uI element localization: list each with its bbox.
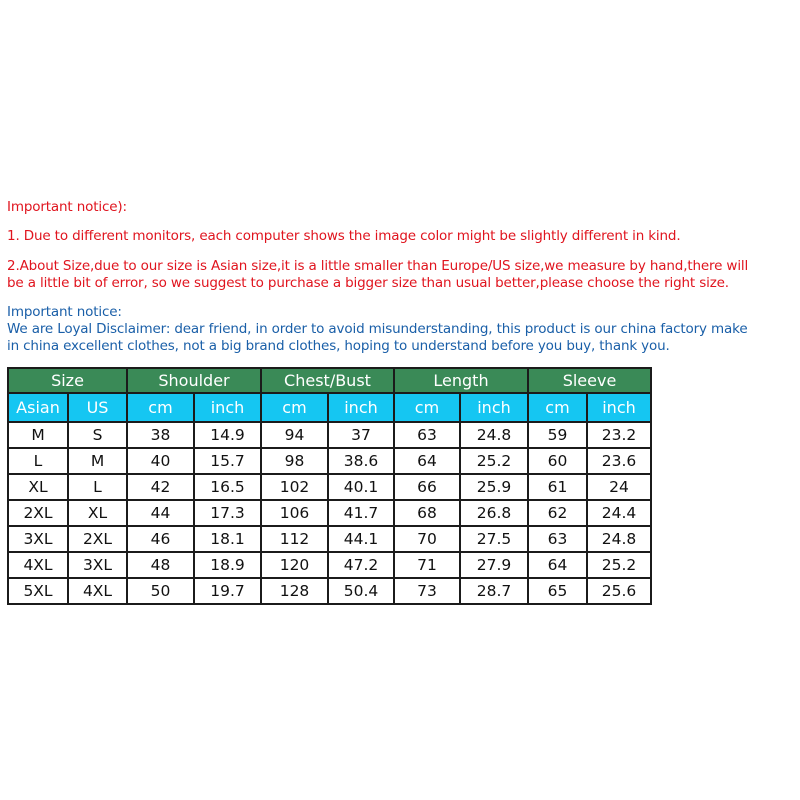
size-chart-table [7,367,652,605]
notice-item-2-line-1: 2.About Size,due to our size is Asian size,it is a little smaller than Europe/US size,we measure by hand,there will [7,258,749,274]
unit-header-shoulder-cm: cm [127,393,194,422]
cell-chest-cm: 112 [261,526,328,552]
cell-length-inch: 25.9 [460,474,528,500]
cell-length-inch: 26.8 [460,500,528,526]
table-row [8,448,651,474]
cell-chest-cm: 94 [261,422,328,448]
cell-chest-inch: 40.1 [328,474,394,500]
cell-shoulder-cm: 50 [127,578,194,604]
cell-us-size: 3XL [68,552,127,578]
cell-shoulder-inch: 18.9 [194,552,261,578]
cell-us-size: XL [68,500,127,526]
cell-chest-inch: 38.6 [328,448,394,474]
cell-shoulder-cm: 44 [127,500,194,526]
cell-shoulder-cm: 38 [127,422,194,448]
cell-chest-inch: 44.1 [328,526,394,552]
cell-length-cm: 73 [394,578,460,604]
cell-chest-inch: 37 [328,422,394,448]
cell-us-size: S [68,422,127,448]
unit-header-chest-cm: cm [261,393,328,422]
unit-header-us: US [68,393,127,422]
cell-asian-size: 3XL [8,526,68,552]
cell-chest-cm: 106 [261,500,328,526]
cell-asian-size: 4XL [8,552,68,578]
group-header-length: Length [394,368,528,393]
cell-shoulder-inch: 16.5 [194,474,261,500]
table-row [8,526,651,552]
disclaimer-title: Important notice: [7,304,122,320]
notice-item-2 [7,258,748,292]
cell-shoulder-cm: 46 [127,526,194,552]
cell-length-inch: 27.9 [460,552,528,578]
group-header-chest-bust: Chest/Bust [261,368,394,393]
cell-length-inch: 28.7 [460,578,528,604]
cell-shoulder-inch: 15.7 [194,448,261,474]
table-row [8,422,651,448]
cell-length-cm: 63 [394,422,460,448]
cell-asian-size: XL [8,474,68,500]
cell-sleeve-inch: 24.4 [587,500,651,526]
cell-length-cm: 71 [394,552,460,578]
cell-shoulder-cm: 40 [127,448,194,474]
cell-sleeve-inch: 24 [587,474,651,500]
cell-sleeve-cm: 63 [528,526,587,552]
unit-header-chest-inch: inch [328,393,394,422]
table-row [8,578,651,604]
cell-shoulder-inch: 17.3 [194,500,261,526]
cell-shoulder-cm: 48 [127,552,194,578]
cell-asian-size: 5XL [8,578,68,604]
cell-sleeve-cm: 60 [528,448,587,474]
disclaimer-line-2: in china excellent clothes, not a big brand clothes, hoping to understand before you buy, thank you. [7,338,670,354]
cell-length-cm: 70 [394,526,460,552]
unit-header-sleeve-inch: inch [587,393,651,422]
cell-us-size: M [68,448,127,474]
unit-header-shoulder-inch: inch [194,393,261,422]
unit-header-length-cm: cm [394,393,460,422]
cell-length-inch: 24.8 [460,422,528,448]
cell-sleeve-inch: 25.6 [587,578,651,604]
cell-length-cm: 68 [394,500,460,526]
table-row [8,474,651,500]
group-header-sleeve: Sleeve [528,368,651,393]
cell-chest-cm: 120 [261,552,328,578]
unit-header-asian: Asian [8,393,68,422]
notice-item-2-line-2: be a little bit of error, so we suggest to purchase a bigger size than usual better,please choose the right size. [7,275,729,291]
cell-asian-size: L [8,448,68,474]
unit-header-length-inch: inch [460,393,528,422]
cell-chest-cm: 102 [261,474,328,500]
cell-sleeve-cm: 59 [528,422,587,448]
cell-length-cm: 66 [394,474,460,500]
unit-header-row [8,393,651,422]
cell-us-size: L [68,474,127,500]
group-header-size: Size [8,368,127,393]
table-row [8,500,651,526]
cell-asian-size: 2XL [8,500,68,526]
cell-sleeve-cm: 64 [528,552,587,578]
notice-title: Important notice): [7,199,127,215]
size-rows [8,422,651,604]
cell-sleeve-inch: 24.8 [587,526,651,552]
group-header-row [8,368,651,393]
table-row [8,552,651,578]
disclaimer [7,304,748,355]
cell-chest-inch: 50.4 [328,578,394,604]
cell-asian-size: M [8,422,68,448]
cell-chest-inch: 41.7 [328,500,394,526]
cell-length-inch: 25.2 [460,448,528,474]
cell-shoulder-inch: 19.7 [194,578,261,604]
unit-header-sleeve-cm: cm [528,393,587,422]
cell-sleeve-cm: 61 [528,474,587,500]
cell-sleeve-inch: 23.2 [587,422,651,448]
cell-us-size: 4XL [68,578,127,604]
cell-sleeve-inch: 23.6 [587,448,651,474]
cell-chest-inch: 47.2 [328,552,394,578]
cell-sleeve-cm: 62 [528,500,587,526]
cell-length-cm: 64 [394,448,460,474]
cell-us-size: 2XL [68,526,127,552]
cell-shoulder-inch: 18.1 [194,526,261,552]
cell-shoulder-inch: 14.9 [194,422,261,448]
notice-item-1: 1. Due to different monitors, each computer shows the image color might be slightly different in kind. [7,228,681,244]
cell-shoulder-cm: 42 [127,474,194,500]
cell-chest-cm: 128 [261,578,328,604]
cell-sleeve-inch: 25.2 [587,552,651,578]
cell-length-inch: 27.5 [460,526,528,552]
disclaimer-line-1: We are Loyal Disclaimer: dear friend, in order to avoid misunderstanding, this product is our china factory make [7,321,748,337]
cell-chest-cm: 98 [261,448,328,474]
cell-sleeve-cm: 65 [528,578,587,604]
group-header-shoulder: Shoulder [127,368,261,393]
